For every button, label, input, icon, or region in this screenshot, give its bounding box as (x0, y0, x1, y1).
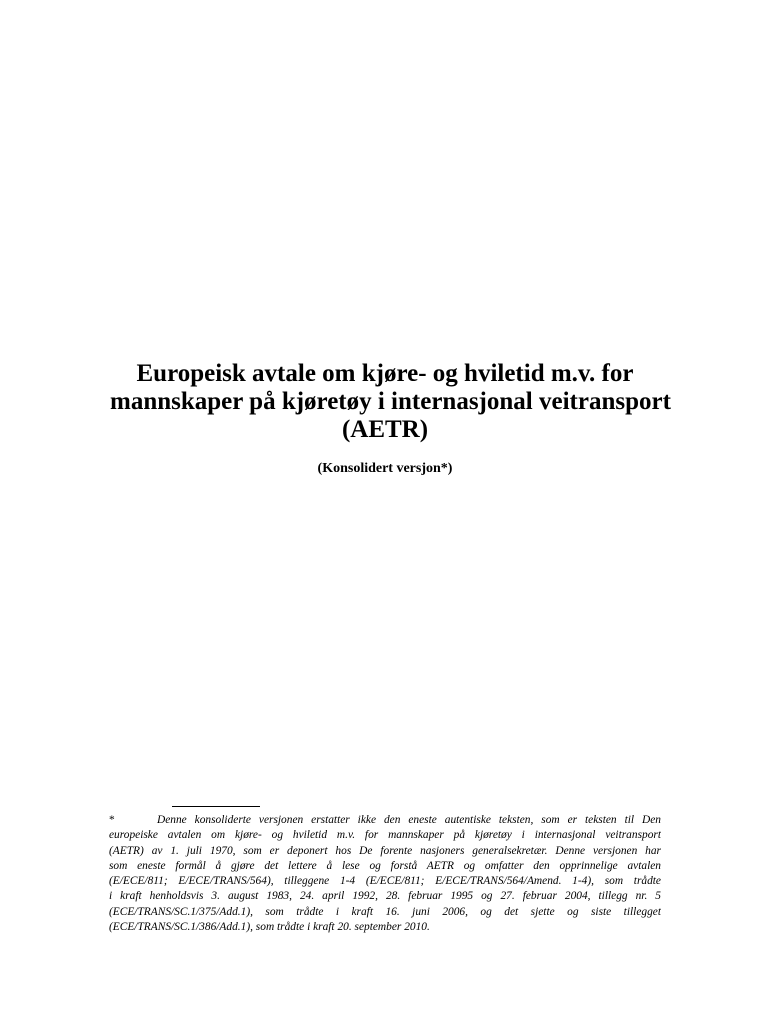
footnote-text: Denne konsoliderte versjonen erstatter ikke den eneste autentiske teksten, som er teksten til Den (157, 814, 661, 826)
footnote-line-2: europeiske avtalen om kjøre- og hviletid m.v. for mannskaper på kjøretøy i internasjonal veitransport (109, 829, 661, 842)
footnote-line-7: (ECE/TRANS/SC.1/375/Add.1), som trådte i kraft 16. juni 2006, og det sjette og siste tillegget (109, 905, 661, 918)
footnote-line-6: i kraft henholdsvis 3. august 1983, 24. april 1992, 28. februar 1995 og 27. februar 2004, tillegg nr. 5 (109, 890, 661, 903)
footnote-line-8: (ECE/TRANS/SC.1/386/Add.1), som trådte i kraft 20. september 2010. (109, 921, 430, 934)
title-line-1: Europeisk avtale om kjøre- og hviletid m.v. for (136, 360, 634, 387)
document-subtitle: (Konsolidert versjon*) (317, 461, 453, 476)
footnote-separator (172, 806, 260, 807)
footnote-line-4: som eneste formål å gjøre det lettere å lese og forstå AETR og omfatter den opprinnelige avtalen (109, 859, 661, 872)
title-line-2: mannskaper på kjøretøy i internasjonal veitransport (110, 388, 671, 415)
footnote-line-5: (E/ECE/811; E/ECE/TRANS/564), tilleggene 1-4 (E/ECE/811; E/ECE/TRANS/564/Amend. 1-4), som trådte (109, 875, 661, 888)
footnote-line-3: (AETR) av 1. juli 1970, som er deponert hos De forente nasjoners generalsekretær. Denne versjonen har (109, 844, 661, 857)
footnote-marker: * (109, 814, 115, 826)
footnote (109, 813, 661, 935)
title-line-3: (AETR) (341, 416, 429, 443)
footnote-line-1 (109, 813, 661, 828)
document-title (110, 360, 671, 444)
